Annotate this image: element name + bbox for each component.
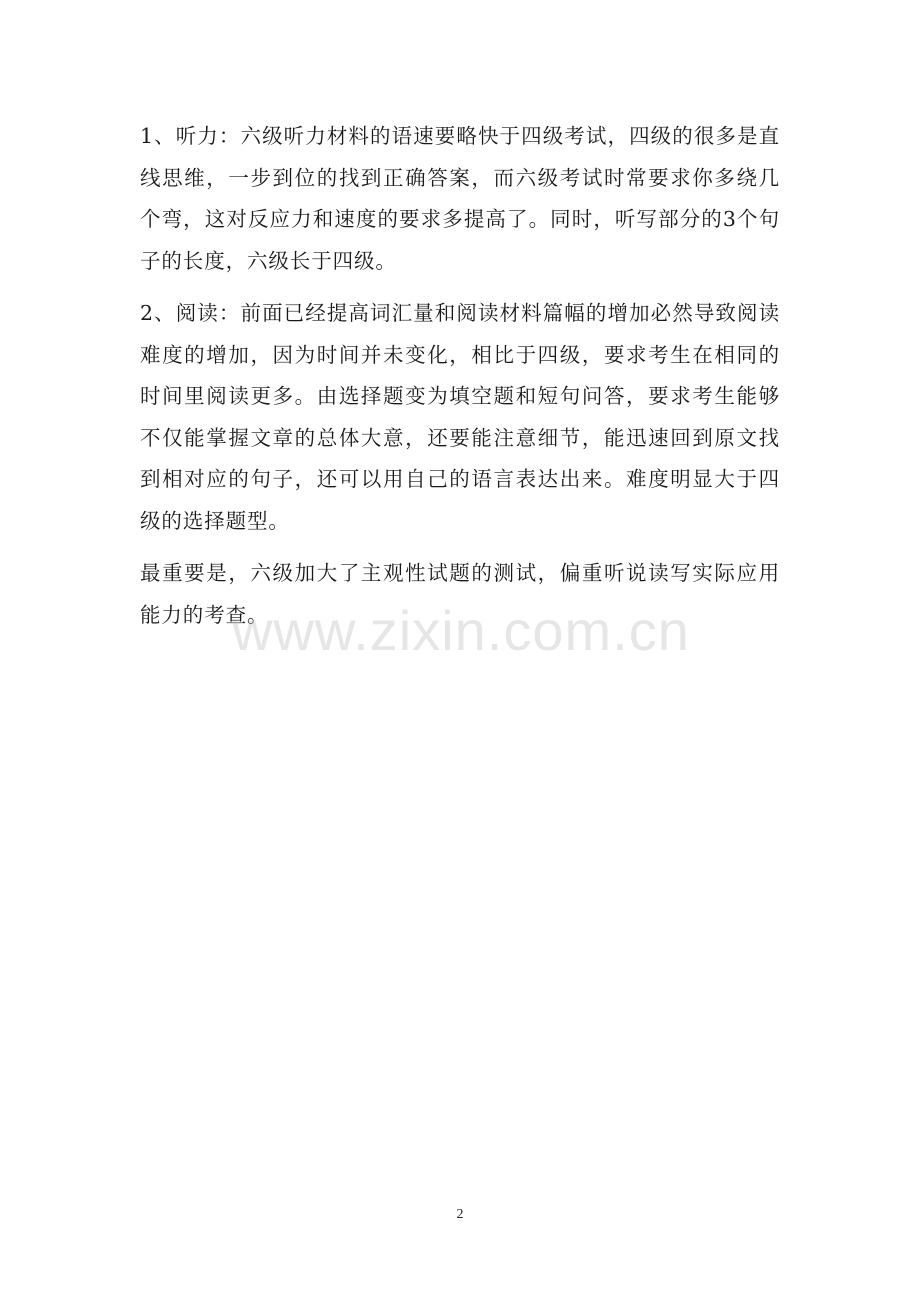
watermark: www.zixin.com.cn [232,599,690,662]
paragraph-listening: 1、听力：六级听力材料的语速要略快于四级考试，四级的很多是直线思维，一步到位的找到正确答案，而六级考试时常要求你多绕几个弯，这对反应力和速度的要求多提高了。同时，听写部分的3个句子的长度，六级长于四级。 [140,124,780,273]
paragraph-summary: 最重要是，六级加大了主观性试题的测试，偏重听说读写实际应用能力的考查。 [140,561,780,627]
document-body [140,116,780,636]
page-number: 2 [456,1207,464,1222]
paragraph-reading: 2、阅读：前面已经提高词汇量和阅读材料篇幅的增加必然导致阅读难度的增加，因为时间并未变化，相比于四级，要求考生在相同的时间里阅读更多。由选择题变为填空题和短句问答，要求考生能够不仅能掌握文章的总体大意，还要能注意细节，能迅速回到原文找到相对应的句子，还可以用自己的语言表达出来。难度明显大于四级的选择题型。 [140,301,780,533]
